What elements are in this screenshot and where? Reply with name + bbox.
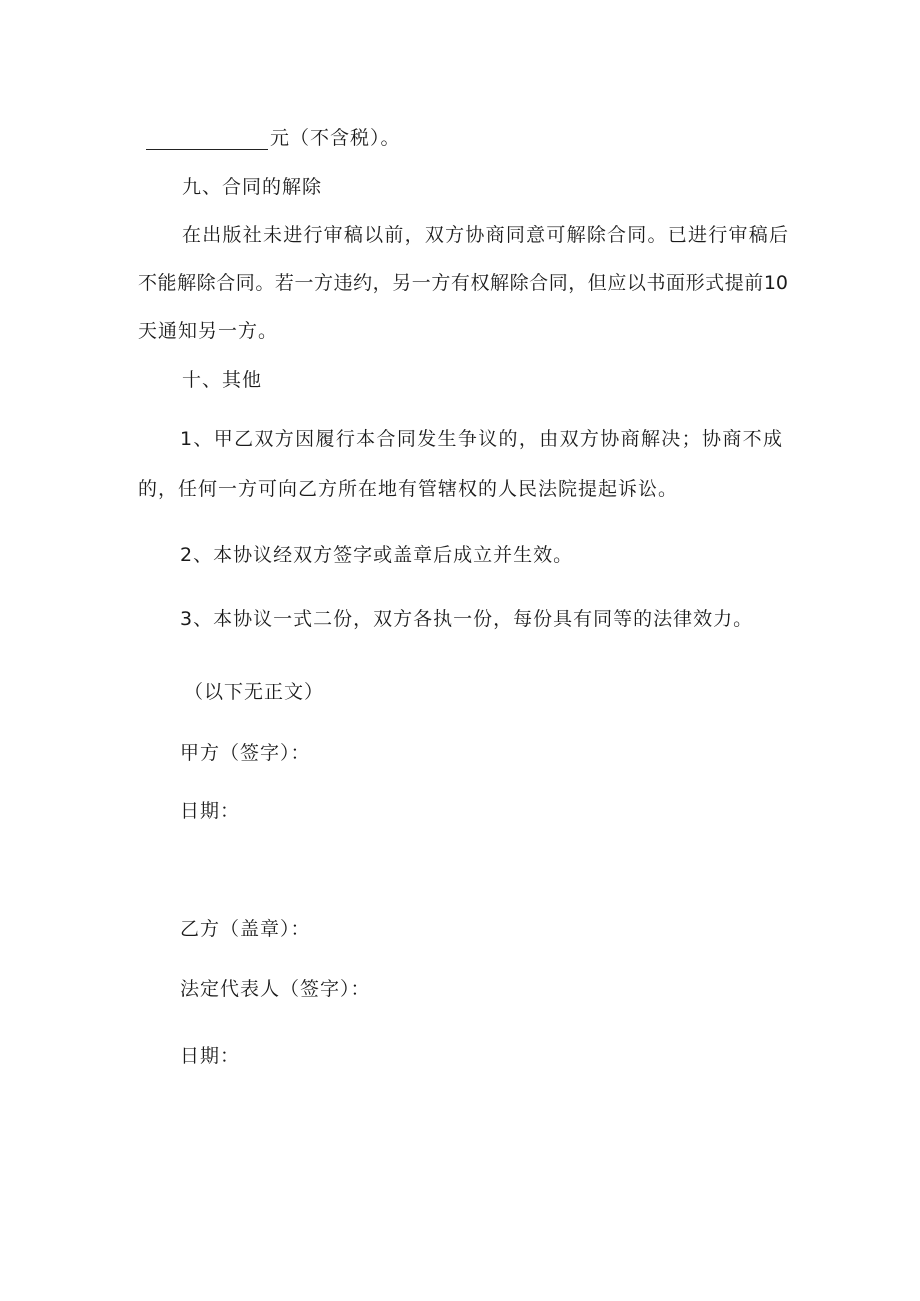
section-10-item-1-line-2: 的，任何一方可向乙方所在地有管辖权的人民法院提起诉讼。 bbox=[138, 478, 679, 500]
section-9-para-line-1: 在出版社未进行审稿以前，双方协商同意可解除合同。已进行审稿后 bbox=[182, 224, 788, 246]
fee-line bbox=[146, 126, 401, 150]
party-b-date: 日期： bbox=[180, 1045, 241, 1067]
section-10-item-3: 3、本协议一式二份，双方各执一份，每份具有同等的法律效力。 bbox=[180, 608, 754, 630]
party-a-date: 日期： bbox=[180, 800, 241, 822]
party-a-signature: 甲方（签字）： bbox=[180, 742, 311, 764]
section-9-heading: 九、合同的解除 bbox=[182, 176, 323, 198]
section-10-item-1-line-1: 1、甲乙双方因履行本合同发生争议的，由双方协商解决；协商不成 bbox=[180, 428, 782, 450]
amount-blank bbox=[146, 131, 268, 150]
section-10-item-2: 2、本协议经双方签字或盖章后成立并生效。 bbox=[180, 544, 574, 566]
legal-representative-signature: 法定代表人（签字）： bbox=[180, 978, 371, 1000]
fee-line-suffix: 元（不含税）。 bbox=[270, 127, 401, 149]
section-9-para-line-2: 不能解除合同。若一方违约，另一方有权解除合同，但应以书面形式提前10 bbox=[138, 272, 788, 294]
party-b-seal: 乙方（盖章）： bbox=[180, 918, 311, 940]
closing-note: （以下无正文） bbox=[184, 681, 325, 703]
section-9-para-line-3: 天通知另一方。 bbox=[138, 320, 279, 342]
section-10-heading: 十、其他 bbox=[182, 369, 263, 391]
